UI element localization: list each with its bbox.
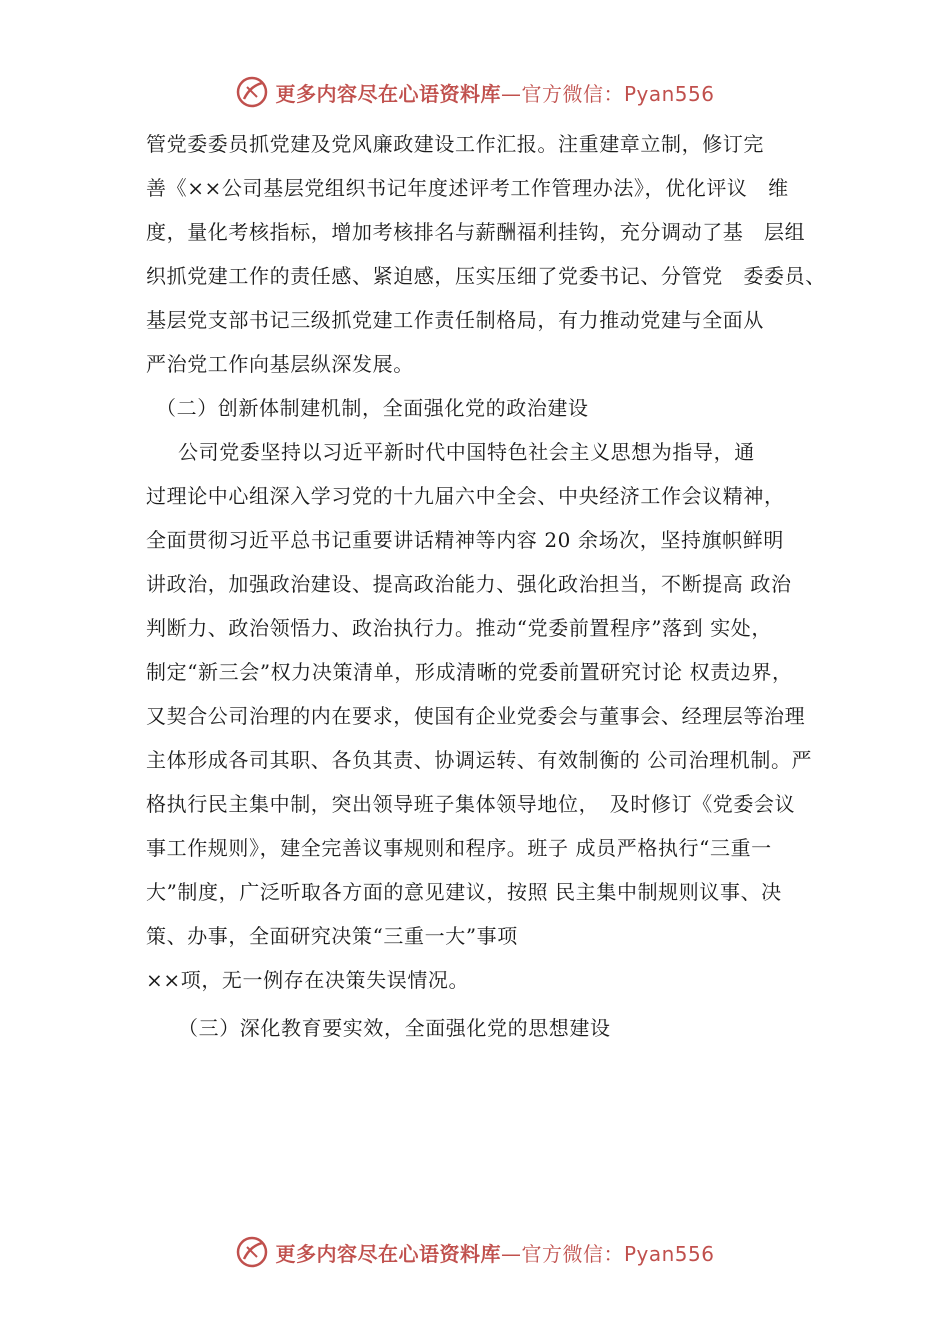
text-line: 判断力、政治领悟力、政治执行力。推动“党委前置程序”落到 实处， [146, 616, 773, 640]
document-body [146, 122, 846, 1050]
text-line: 主体形成各司其职、各负其责、协调运转、有效制衡的 公司治理机制。严 [146, 748, 813, 772]
text-line: 管党委委员抓党建及党风廉政建设工作汇报。注重建章立制，修订完 [146, 132, 764, 156]
watermark-separator: — [500, 81, 522, 106]
watermark-sub-text: 官方微信：Pyan556 [521, 81, 715, 106]
paragraph-2 [146, 430, 846, 1002]
watermark-main-text: 更多内容尽在心语资料库 [275, 81, 501, 106]
text-line: 度，量化考核指标，增加考核排名与薪酬福利挂钩，充分调动了基 层组 [146, 220, 806, 244]
text-line: 大”制度，广泛听取各方面的意见建议，按照 民主集中制规则议事、决 [146, 880, 782, 904]
text-line: 公司党委坚持以习近平新时代中国特色社会主义思想为指导，通 [178, 440, 755, 464]
text-line: 事工作规则》，建全完善议事规则和程序。班子 成员严格执行“三重一 [146, 836, 772, 860]
section-heading-3: （三）深化教育要实效，全面强化党的思想建设 [178, 1016, 611, 1040]
text-line: 过理论中心组深入学习党的十九届六中全会、中央经济工作会议精神， [146, 484, 785, 508]
text-line: 善《××公司基层党组织书记年度述评考工作管理办法》，优化评议 维 [146, 176, 789, 200]
section-heading-2: （二）创新体制建机制，全面强化党的政治建设 [156, 396, 589, 420]
watermark-main-text: 更多内容尽在心语资料库 [275, 1241, 501, 1266]
text-line: 严治党工作向基层纵深发展。 [146, 352, 414, 376]
text-line: 基层党支部书记三级抓党建工作责任制格局，有力推动党建与全面从 [146, 308, 764, 332]
watermark-footer [0, 1232, 950, 1272]
text-line: 织抓党建工作的责任感、紧迫感，压实压细了党委书记、分管党 委委员、 [146, 264, 826, 288]
text-line: 策、办事，全面研究决策“三重一大”事项 [146, 924, 518, 948]
text-line: 讲政治，加强政治建设、提高政治能力、强化政治担当，不断提高 政治 [146, 572, 792, 596]
watermark-separator: — [500, 1241, 522, 1266]
watermark-header [0, 72, 950, 112]
text-line: 全面贯彻习近平总书记重要讲话精神等内容 20 余场次，坚持旗帜鲜明 [146, 528, 784, 552]
paragraph-1 [146, 122, 846, 386]
watermark-text [275, 78, 714, 107]
text-line: ××项，无一例存在决策失误情况。 [146, 968, 470, 992]
watermark-logo-icon [235, 75, 269, 109]
watermark-logo-icon [235, 1235, 269, 1269]
text-line: 又契合公司治理的内在要求，使国有企业党委会与董事会、经理层等治理 [146, 704, 806, 728]
watermark-sub-text: 官方微信：Pyan556 [521, 1241, 715, 1266]
watermark-text [275, 1238, 714, 1267]
text-line: 制定“新三会”权力决策清单，形成清晰的党委前置研究讨论 权责边界， [146, 660, 793, 684]
text-line: 格执行民主集中制，突出领导班子集体领导地位， 及时修订《党委会议 [146, 792, 796, 816]
